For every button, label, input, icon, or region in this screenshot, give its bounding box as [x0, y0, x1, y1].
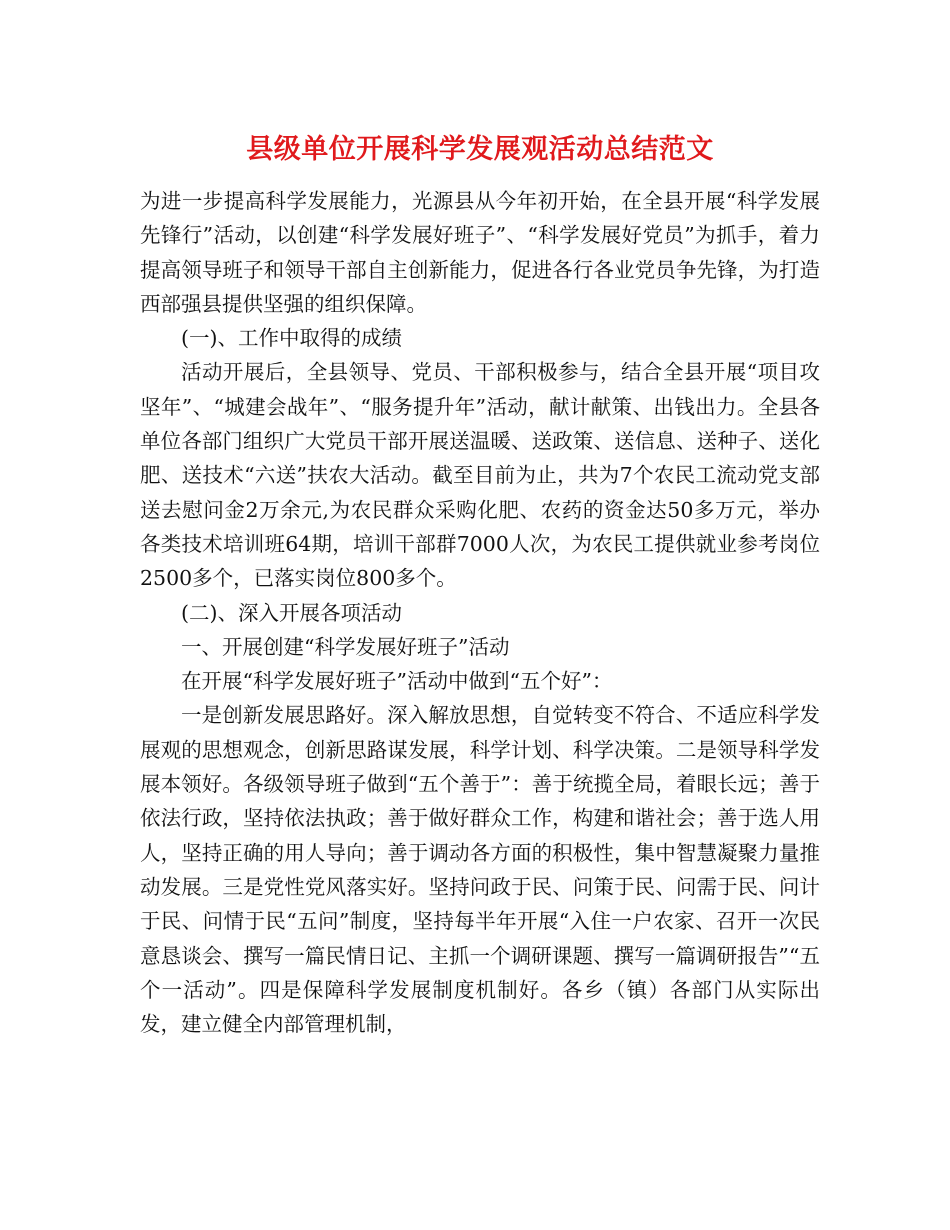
document-body [140, 184, 820, 1041]
paragraph-achievements: 活动开展后，全县领导、党员、干部积极参与，结合全县开展“项目攻坚年”、“城建会战年”、“服务提升年”活动，献计献策、出钱出力。全县各单位各部门组织广大党员干部开展送温暖、送政策、送信息、送种子、送化肥、送技术“六送”扶农大活动。截至目前为止，共为7个农民工流动党支部送去慰问金2万余元,为农民群众采购化肥、农药的资金达50多万元，举办各类技术培训班64期，培训干部群7000人次，为农民工提供就业参考岗位2500多个，已落实岗位800多个。 [140, 360, 820, 591]
section-heading-achievements: (一)、工作中取得的成绩 [181, 326, 402, 351]
section-heading-activities: (二)、深入开展各项活动 [181, 600, 402, 625]
document-title: 县级单位开展科学发展观活动总结范文 [246, 134, 714, 165]
paragraph-five-goods-detail: 一是创新发展思路好。深入解放思想，自觉转变不符合、不适应科学发展观的思想观念，创新思路谋发展，科学计划、科学决策。二是领导科学发展本领好。各级领导班子做到“五个善于”：善于统揽全局，着眼长远；善于依法行政，坚持依法执政；善于做好群众工作，构建和谐社会；善于选人用人，坚持正确的用人导向；善于调动各方面的积极性，集中智慧凝聚力量推动发展。三是党性党风落实好。坚持问政于民、问策于民、问需于民、问计于民、问情于民“五问”制度，坚持每半年开展“入住一户农家、召开一次民意恳谈会、撰写一篇民情日记、主抓一个调研课题、撰写一篇调研报告”“五个一活动”。四是保障科学发展制度机制好。各乡（镇）各部门从实际出发，建立健全内部管理机制， [140, 703, 820, 1037]
paragraph-five-goods-intro: 在开展“科学发展好班子”活动中做到“五个好”： [181, 669, 613, 694]
paragraph-intro: 为进一步提高科学发展能力，光源县从今年初开始，在全县开展“科学发展先锋行”活动，以创建“科学发展好班子”、“科学发展好党员”为抓手，着力提高领导班子和领导干部自主创新能力，促进各行各业党员争先锋，为打造西部强县提供坚强的组织保障。 [140, 189, 820, 316]
document-page [140, 0, 820, 1230]
subsection-heading-good-team: 一、开展创建“科学发展好班子”活动 [181, 634, 510, 659]
